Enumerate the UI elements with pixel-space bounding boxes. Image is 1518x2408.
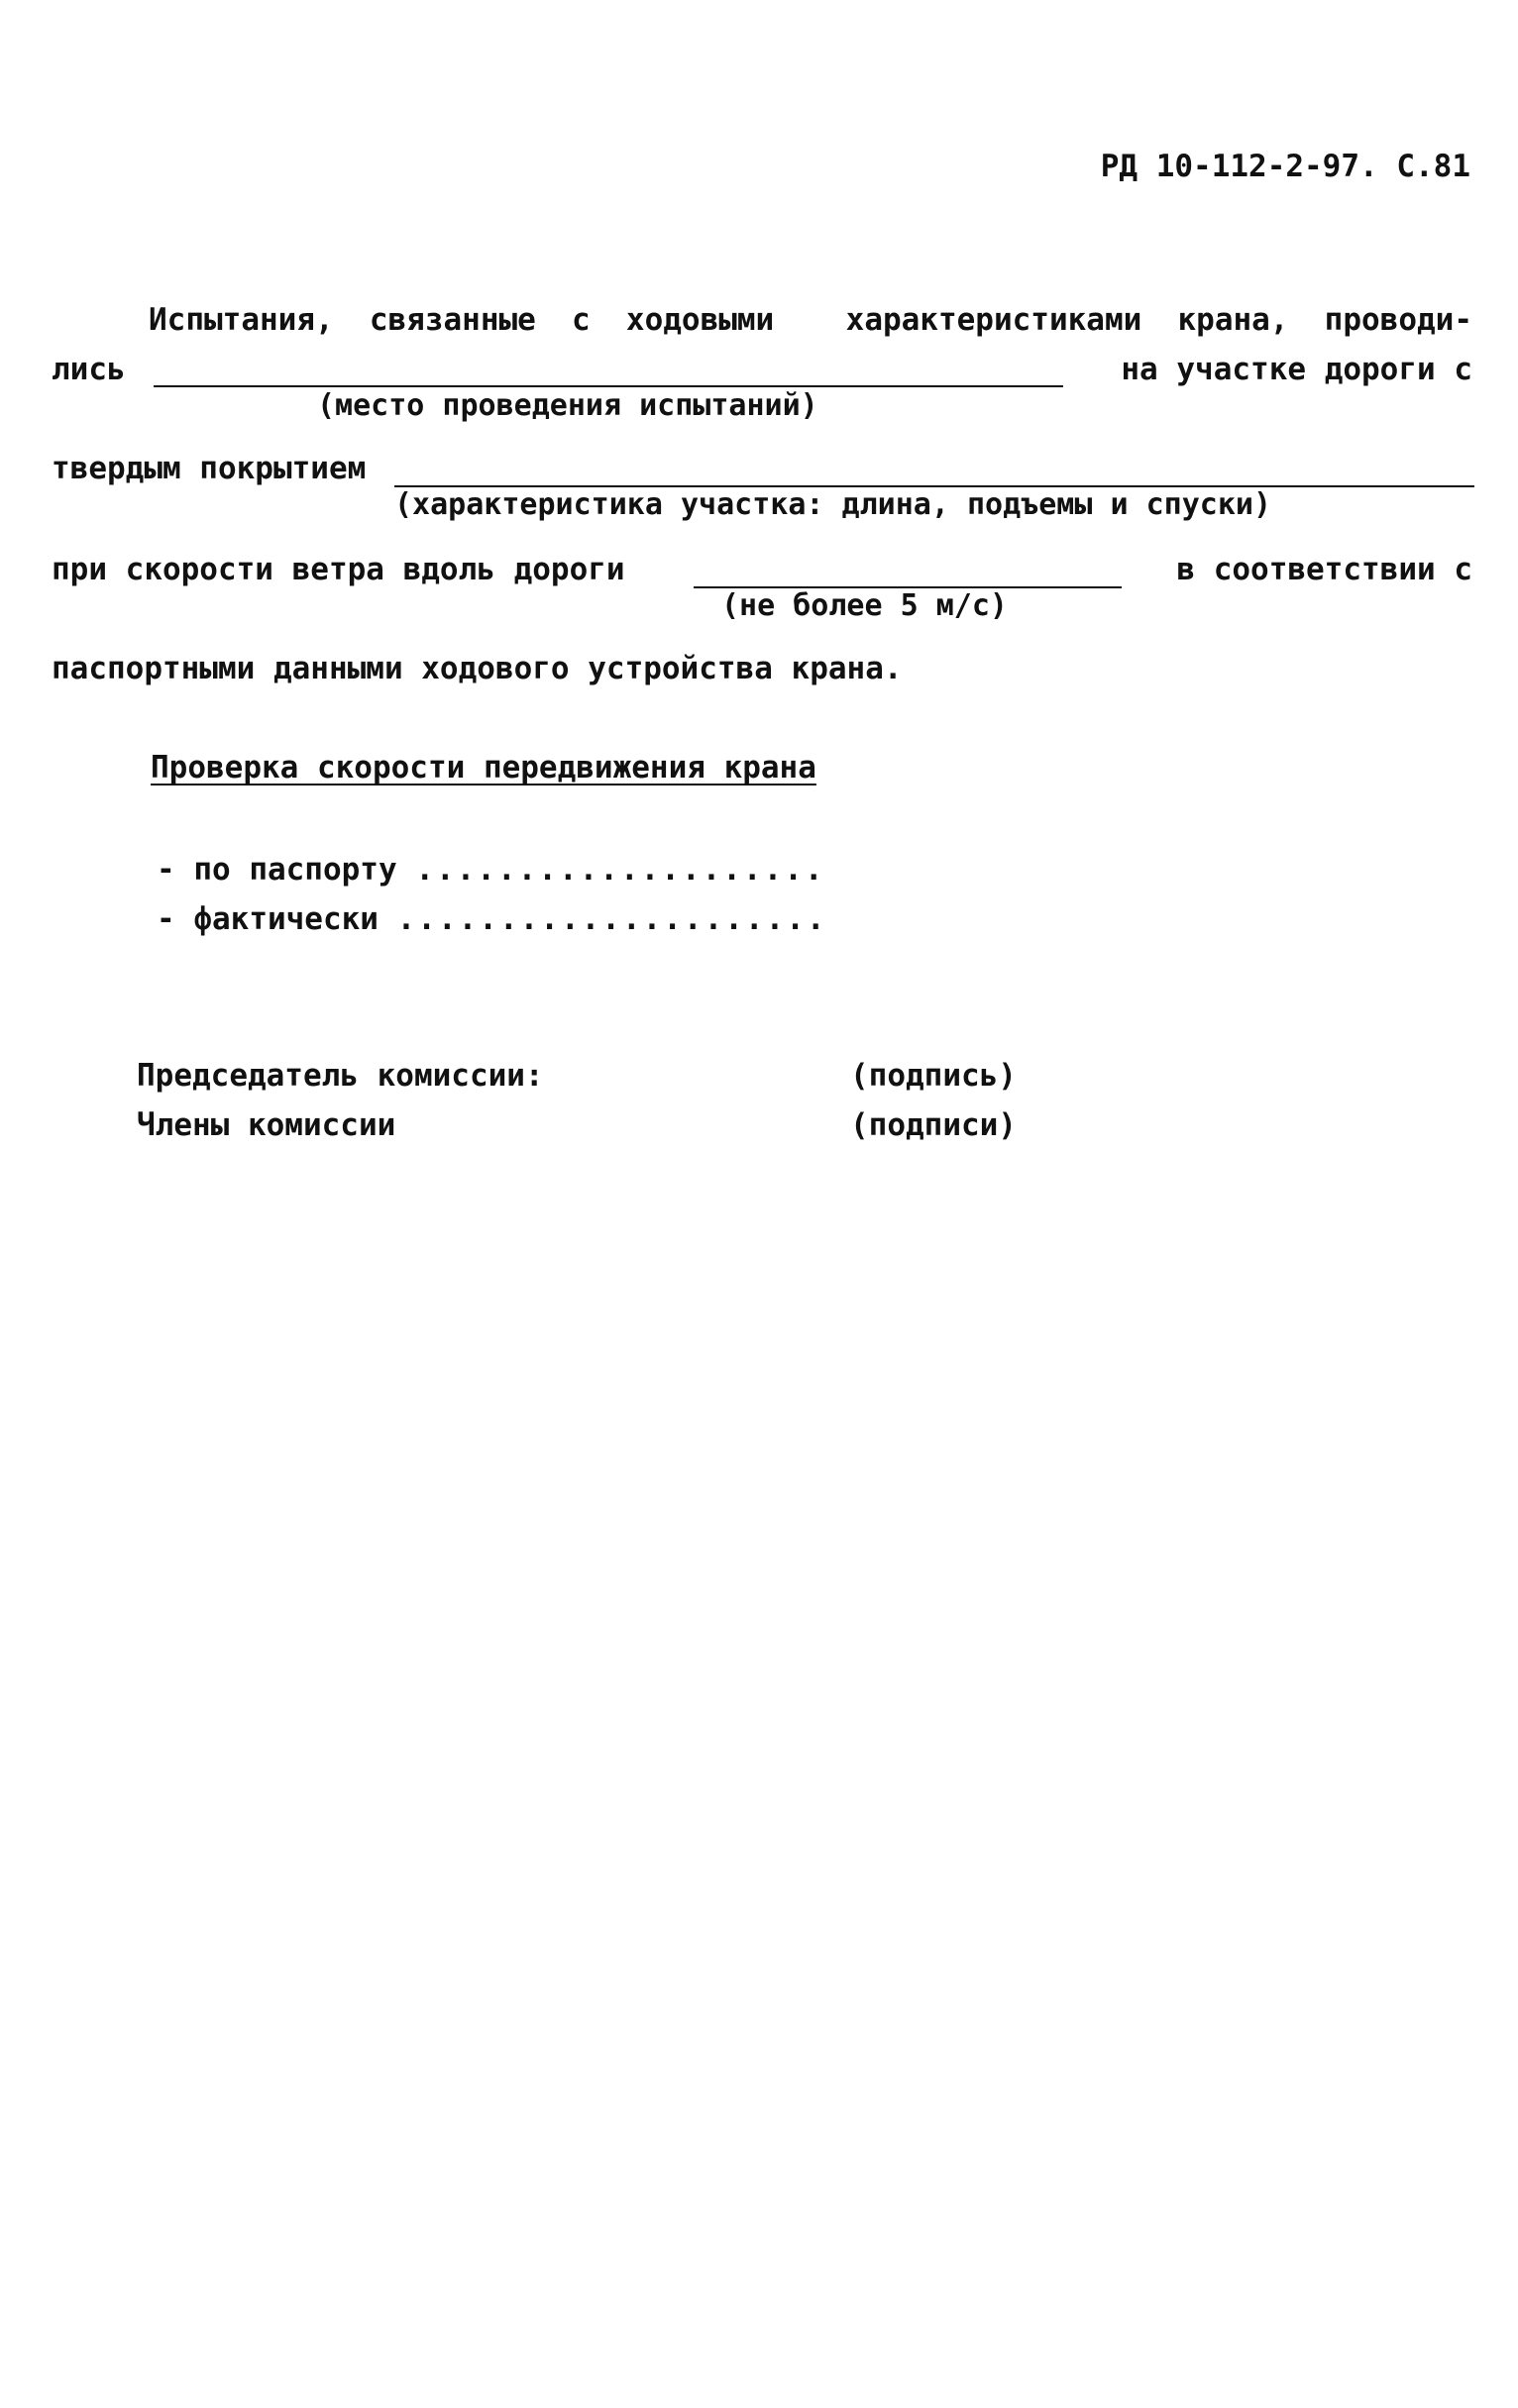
paragraph-line-4-start: при скорости ветра вдоль дороги — [52, 552, 625, 587]
speed-item-dots[interactable]: .................... — [415, 852, 825, 888]
members-signature[interactable]: (подписи) — [850, 1107, 1017, 1143]
caption-place: (место проведения испытаний) — [317, 388, 818, 423]
caption-section: (характеристика участка: длина, подъемы и спуски) — [394, 487, 1272, 522]
place-blank-line[interactable] — [154, 385, 1063, 387]
speed-item-label: - по паспорту — [157, 852, 397, 888]
speed-item-actual — [157, 901, 827, 937]
paragraph-line-4-end: в соответствии с — [1176, 552, 1472, 587]
speed-check-heading: Проверка скорости передвижения крана — [151, 750, 816, 785]
paragraph-line-2-end: на участке дороги с — [1121, 352, 1472, 387]
paragraph-line-3-start: твердым покрытием — [52, 451, 367, 486]
document-reference: РД 10-112-2-97. С.81 — [1100, 149, 1470, 184]
chairman-label: Председатель комиссии: — [137, 1058, 544, 1094]
speed-item-dots[interactable]: ..................... — [396, 901, 827, 937]
paragraph-line-5: паспортными данными ходового устройства крана. — [52, 651, 903, 686]
speed-item-label: - фактически — [157, 901, 379, 937]
speed-item-passport — [157, 852, 825, 888]
members-label: Члены комиссии — [137, 1107, 396, 1143]
paragraph-line-1: Испытания, связанные с ходовыми характеристиками крана, проводи- — [149, 302, 1472, 338]
caption-wind: (не более 5 м/с) — [721, 588, 1008, 623]
chairman-signature[interactable]: (подпись) — [850, 1058, 1017, 1094]
paragraph-line-2-start: лись — [52, 352, 126, 387]
